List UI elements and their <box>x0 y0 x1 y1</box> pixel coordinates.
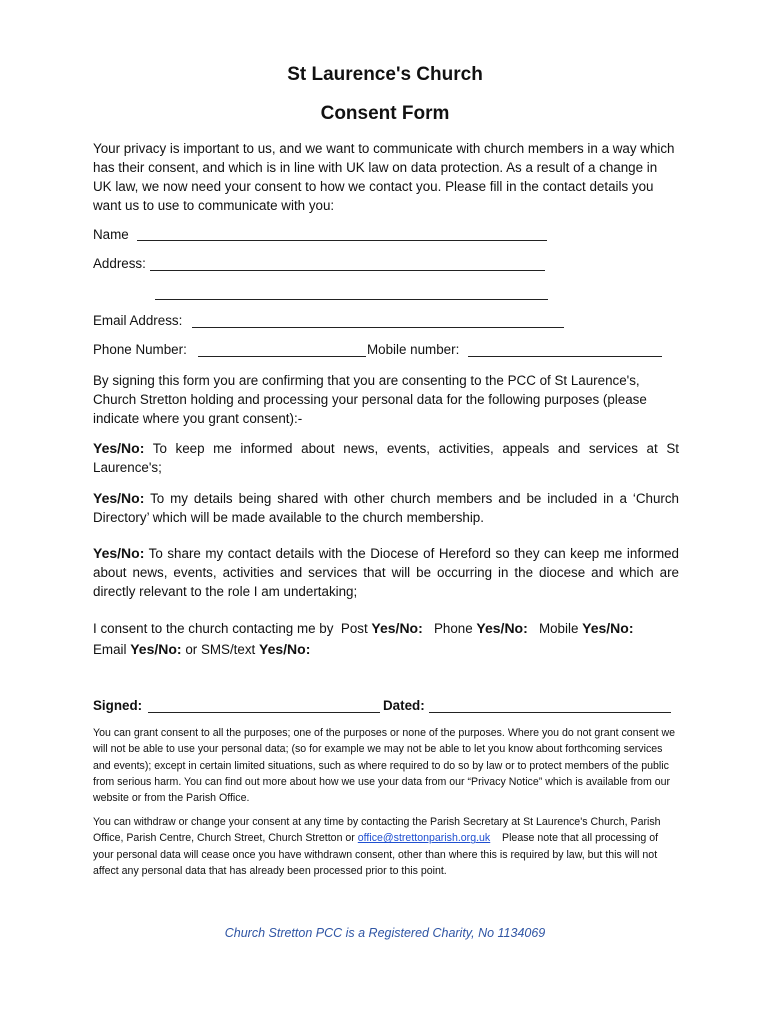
purpose-2-text: To my details being shared with other church members and be included in a ‘Church Directory’ which will be made available to the church membership. <box>93 491 680 525</box>
signature-field[interactable] <box>148 712 380 713</box>
post-label: Post <box>340 621 368 636</box>
mobile-consent-label: Mobile <box>538 621 579 636</box>
date-field[interactable] <box>429 712 671 713</box>
purpose-3-choice[interactable]: Yes/No: <box>93 545 145 561</box>
charity-footer: Church Stretton PCC is a Registered Charity, No 1134069 <box>224 926 546 940</box>
post-choice[interactable]: Yes/No: <box>371 620 423 636</box>
purpose-1-choice[interactable]: Yes/No: <box>93 440 145 456</box>
phone-choice[interactable]: Yes/No: <box>476 620 528 636</box>
sms-choice[interactable]: Yes/No: <box>259 641 311 657</box>
purpose-2-choice[interactable]: Yes/No: <box>93 490 145 506</box>
address-field-line-2[interactable] <box>155 299 548 300</box>
signing-intro-paragraph: By signing this form you are confirming that you are consenting to the PCC of St Laurence's, Church Stretton holding and processing your personal data for the following purposes (please indicate where you grant consent):- <box>93 373 647 426</box>
email-consent-label: Email <box>93 642 127 657</box>
purpose-3-text: To share my contact details with the Diocese of Hereford so they can keep me informed about news, events, activities and services that will be occurring in the diocese and which are directly relevant to the role I am undertaking; <box>93 546 679 599</box>
phone-label: Phone Number: <box>93 342 187 357</box>
withdraw-notice-text-2: Please note that all processing of your personal data will cease once you have withdrawn consent, other than where this is required by law, but this will not affect any personal data that has already been processed prior to this point. <box>93 832 659 877</box>
contact-consent <box>93 618 679 660</box>
phone-consent-label: Phone <box>433 621 473 636</box>
withdraw-notice-text: You can withdraw or change your consent at any time by contacting the Parish Secretary at St Laurence's Church, Parish Office, Parish Centre, Church Street, Church Stretton or <box>93 816 661 845</box>
email-choice[interactable]: Yes/No: <box>130 641 182 657</box>
office-email-link[interactable]: office@strettonparish.org.uk <box>357 832 491 845</box>
church-name-heading: St Laurence's Church <box>287 64 483 85</box>
purpose-1-text: To keep me informed about news, events, activities, appeals and services at St Laurence's; <box>93 441 679 475</box>
name-field[interactable] <box>137 240 547 241</box>
phone-field[interactable] <box>198 356 366 357</box>
sms-consent-label: or SMS/text <box>185 642 256 657</box>
dated-label: Dated: <box>383 698 425 713</box>
contact-consent-lead: I consent to the church contacting me by <box>93 621 334 636</box>
address-field-line-1[interactable] <box>150 270 545 271</box>
purpose-2 <box>93 489 679 527</box>
mobile-choice[interactable]: Yes/No: <box>582 620 634 636</box>
address-label: Address: <box>93 256 146 271</box>
withdraw-notice <box>93 814 679 879</box>
email-label: Email Address: <box>93 313 183 328</box>
mobile-label: Mobile number: <box>367 342 460 357</box>
email-field[interactable] <box>192 327 564 328</box>
intro-paragraph: Your privacy is important to us, and we want to communicate with church members in a way which has their consent, and which is in line with UK law on data protection. As a result of a change in UK law, we now need your consent to how we contact you. Please fill in the contact details you want us to use to communicate with you: <box>93 141 675 213</box>
purpose-1 <box>93 439 679 477</box>
consent-notice: You can grant consent to all the purposes; one of the purposes or none of the purposes. Where you do not grant consent we will not be able to use your personal data; (so for example we may not be able to let you know about forthcoming services and events); except in certain limited situations, such as where required to do so by law or to protect members of the public from serious harm. You can find out more about how we use your data from our “Privacy Notice” which is available from our website or from the Parish Office. <box>93 727 676 805</box>
form-title: Consent Form <box>320 103 450 124</box>
purpose-3 <box>93 544 679 601</box>
name-label: Name <box>93 227 129 242</box>
mobile-field[interactable] <box>468 356 662 357</box>
signed-label: Signed: <box>93 698 143 713</box>
